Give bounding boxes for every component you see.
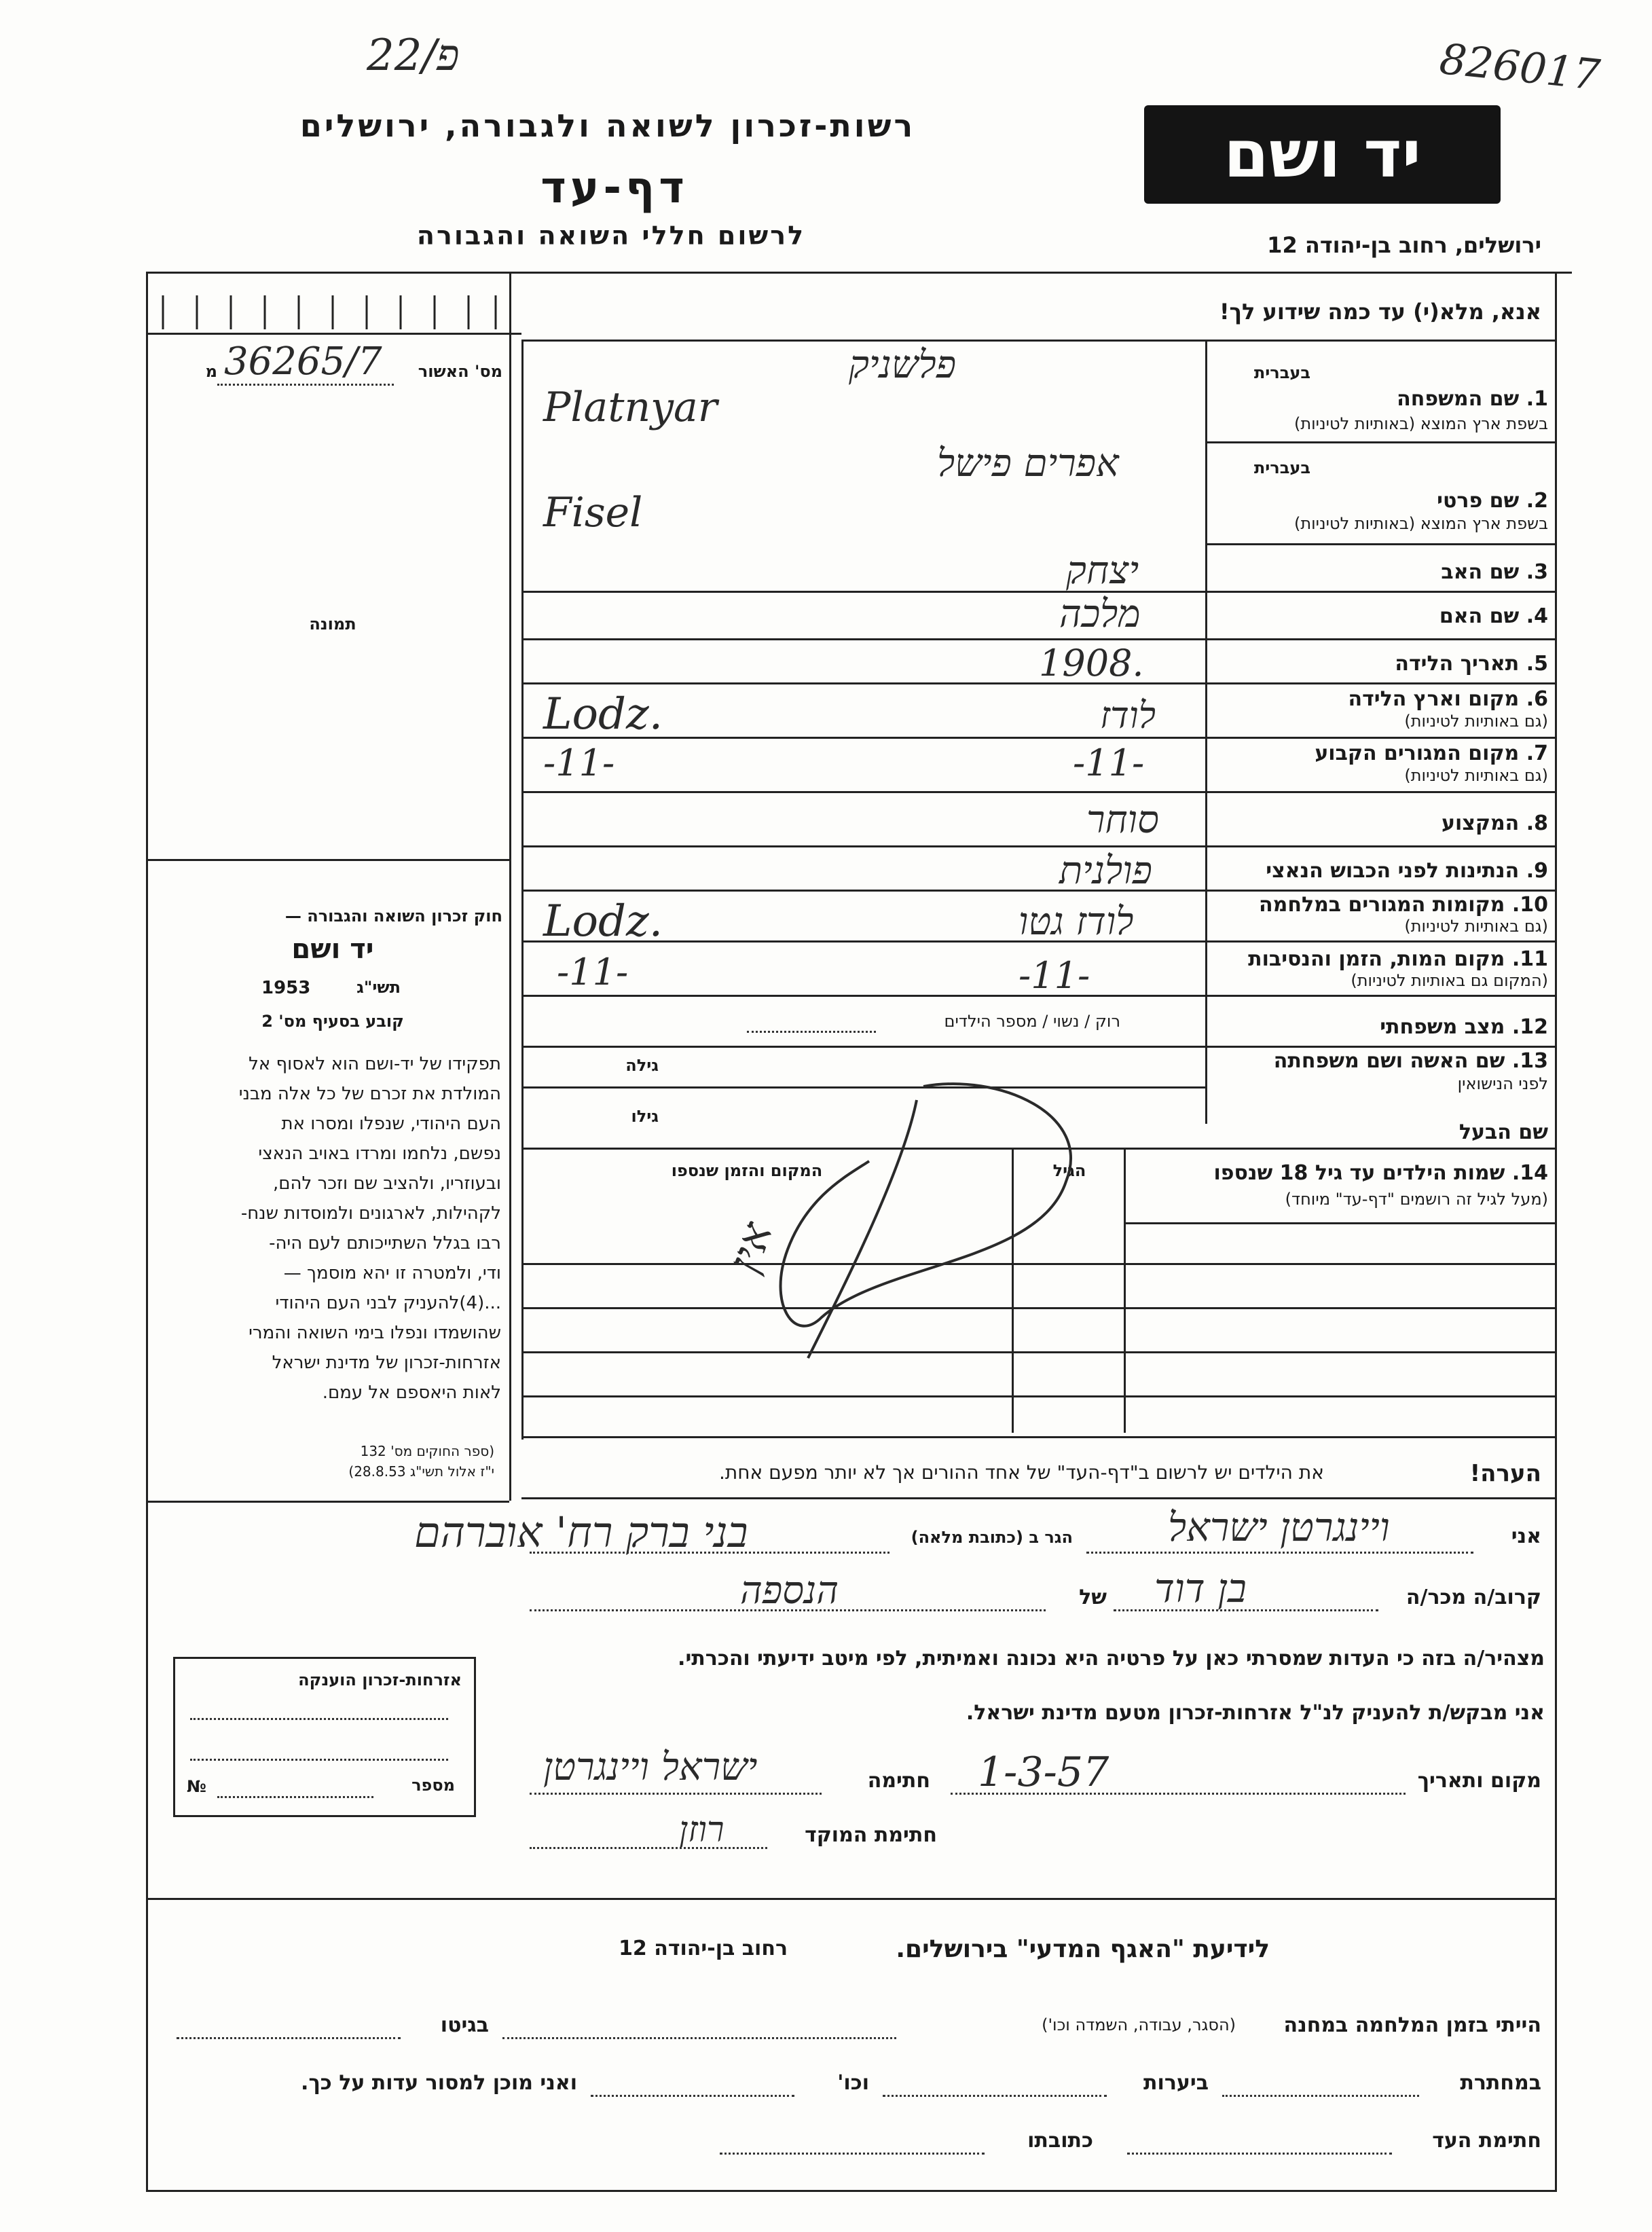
witness-relation: הנספה — [740, 1569, 839, 1613]
field-11-label: 11. מקום המות, הזמן והנסיבות — [1248, 947, 1548, 971]
children-age-header: הגיל — [1052, 1161, 1086, 1180]
certificate-number-symbol: № — [187, 1777, 206, 1796]
bottom-witness-signature-label: חתימת העד — [1432, 2129, 1541, 2153]
certificate-number-label: מספר — [411, 1776, 455, 1795]
form-title: דף-עד — [540, 163, 689, 213]
law-title: חוק זכרון השואה והגבורה — — [284, 907, 502, 926]
field-7-value-latin: -11- — [543, 742, 615, 784]
place-date-value: 1-3-57 — [978, 1749, 1109, 1796]
witness-name: ויינגרטן ישראל — [1168, 1504, 1390, 1550]
place-date-label: מקום ותאריך — [1417, 1769, 1541, 1793]
children-place-header: המקום והזמן שנספו — [671, 1161, 823, 1180]
bottom-etc-label: וכו' — [837, 2071, 869, 2095]
serial-number: 36265/7 — [224, 340, 382, 384]
field-6-value-hebrew: לודז — [1100, 694, 1156, 737]
field-13-age-label: גילה — [625, 1056, 659, 1075]
field-10-label: 10. מקומות המגורים במלחמה — [1259, 893, 1548, 917]
field-9-label: 9. הנתינות לפני הכבוש הנאצי — [1266, 859, 1548, 883]
bottom-forests-label: ביערות — [1143, 2071, 1209, 2095]
officer-signature-label: חתימת המוקד — [805, 1823, 937, 1847]
law-footnote-2: י"ז אלול תשי"ג 28.8.53) — [348, 1463, 494, 1480]
field-6-value-latin: Lodz. — [543, 689, 663, 739]
yad-vashem-logo: יד ושם — [1144, 105, 1501, 204]
law-year: 1953 — [261, 978, 311, 998]
field-11-hint: (המקום גם באותיות לטיניות) — [1351, 971, 1548, 990]
field-1-value-latin: Platnyar — [543, 384, 718, 431]
field-6-label: 6. מקום וארץ הלידה — [1348, 687, 1548, 711]
field-12-label: 12. מצב משפחתי — [1380, 1015, 1548, 1039]
field-11-value-hebrew: -11- — [1018, 954, 1090, 997]
authority-line: רשות-זכרון לשואה ולגבורה, ירושלים — [299, 107, 916, 144]
serial-symbol: מ — [205, 362, 217, 381]
witness-resides-label: הגר ב (כתובת מלאה) — [911, 1528, 1073, 1547]
field-2-value-hebrew: אפרים פישל — [937, 441, 1119, 486]
field-3-label: 3. שם האב — [1441, 560, 1548, 584]
field-5-value: 1908. — [1039, 642, 1144, 684]
field-5-label: 5. תאריך הלידה — [1395, 652, 1548, 676]
field-9-value: פולנית — [1059, 849, 1152, 893]
field-11-value-latin: -11- — [557, 951, 629, 993]
field-8-label: 8. המקצוע — [1441, 811, 1548, 835]
field-7-label: 7. מקום המגורים הקבוע — [1315, 742, 1548, 765]
children-hint: (מעל לגיל זה רושמים "דף-עד" מיוחד) — [1285, 1190, 1548, 1209]
children-none-note: אין — [718, 1215, 783, 1279]
note-label: הערה! — [1469, 1460, 1541, 1487]
bottom-witness-address-label: כתובתו — [1027, 2129, 1093, 2153]
signature-label: חתימה — [867, 1769, 930, 1793]
cross-out-scribble — [713, 1059, 1120, 1372]
law-body: תפקידו של יד-ושם הוא לאסוף אל המולדת את זכרם של כל אלה מבני העם היהודי, שנפלו ומסרו את נפשם, נלחמו ומרדו באויב הנאצי ובעוזריו, ולהציב שם וזכר להם, לקהילות, לארגונים ולמוסדות שנח- רבו בגלל השתייכותם לעם היה- ודי, ולמטרה זו יהא מוסמך — ...(4)להעניק לבני העם היהודי שהושמדו ונפלו בימי השואה והמרי אזרחות-זכרון של מדינת ישראל לאות היאספם אל עמם. — [238, 1054, 501, 1403]
field-6-hint: (גם באותיות לטיניות) — [1404, 712, 1548, 731]
handwritten-file-ref: 22/פ — [367, 31, 460, 81]
field-1-hint: בשפת ארץ המוצא (באותיות לטיניות) — [1294, 414, 1548, 433]
bottom-camp-types: (הסגר, עבודה, השמדה וכו') — [1042, 2015, 1236, 2034]
law-year-hebrew: תשי"ג — [356, 978, 401, 997]
header-address: ירושלים, רחוב בן-יהודה 12 — [1267, 232, 1541, 258]
bottom-camp-label: הייתי בזמן המלחמה במחנה — [1283, 2013, 1541, 2037]
tick-strip — [156, 289, 502, 336]
field-10-value-latin: Lodz. — [543, 896, 663, 947]
field-2-value-latin: Fisel — [543, 489, 643, 536]
witness-address: בני ברק רח' אוברהם — [414, 1507, 748, 1557]
bottom-underground-label: במחתרת — [1460, 2071, 1541, 2095]
field-12-options: רוק / נשוי / מספר הילדים — [944, 1012, 1120, 1031]
bottom-address: רחוב בן-יהודה 12 — [619, 1937, 788, 1960]
husband-age-label: גילו — [631, 1107, 659, 1126]
field-8-value: סוחר — [1086, 798, 1159, 842]
witness-signature: ישראל ויינגרטן — [543, 1745, 758, 1789]
field-1-value-hebrew: פלשניק — [849, 343, 957, 387]
witness-relative-label: קרוב/ה מכר/ה — [1406, 1586, 1541, 1609]
husband-name-label: שם הבעל — [1458, 1120, 1548, 1144]
field-1-label: 1. שם המשפחה — [1397, 387, 1548, 411]
field-2-hebrew-tag: בעברית — [1253, 458, 1310, 477]
serial-label: מס' האשור — [418, 362, 502, 381]
field-7-hint: (גם באותיות לטיניות) — [1404, 766, 1548, 785]
photo-label: תמונה — [309, 615, 356, 634]
bottom-willing-text: ואני מוכן למסור עדות על כך. — [301, 2071, 577, 2095]
witness-relation-note: בן דוד — [1154, 1565, 1247, 1611]
law-footnote-1: (ספר החוקים מס' 132 — [360, 1443, 494, 1459]
witness-request: אני מבקש/ת להעניק לנ"ל אזרחות-זכרון מטעם מדינת ישראל. — [966, 1701, 1545, 1725]
field-10-value-hebrew: לודז גטו — [1018, 900, 1134, 944]
field-4-label: 4. שם האם — [1439, 604, 1548, 628]
bottom-title: לידיעת "האגף המדעי" בירושלים. — [896, 1935, 1270, 1963]
intro-text: אנא, מלא(י) עד כמה שידוע לך! — [1219, 299, 1541, 325]
law-clause: קובע בסעיף מס' 2 — [261, 1012, 404, 1031]
certificate-title: אזרחות-זכרון הוענקה — [298, 1670, 462, 1689]
field-10-hint: (גם באותיות לטיניות) — [1404, 917, 1548, 936]
handwritten-archive-number: 826017 — [1437, 33, 1602, 100]
field-2-label: 2. שם פרטי — [1437, 489, 1548, 513]
witness-of-label: של — [1079, 1586, 1107, 1609]
field-3-value: יצחק — [1066, 549, 1139, 593]
field-2-hint: בשפת ארץ המוצא (באותיות לטיניות) — [1294, 514, 1548, 533]
field-7-value-hebrew: -11- — [1073, 742, 1145, 784]
form-subtitle: לרשום חללי השואה והגבורה — [416, 221, 806, 251]
note-text: את הילדים יש לרשום ב"דף-העד" של אחד ההורים אך לא יותר מפעם אחת. — [718, 1461, 1324, 1484]
officer-signature: רוזן — [679, 1810, 724, 1850]
witness-declaration: מצהיר/ה בזה כי העדות שמסרתי כאן על פרטיה היא נכונה ואמיתית, לפי מיטב ידיעתי והכרתי. — [678, 1647, 1545, 1670]
children-label: 14. שמות הילדים עד גיל 18 שנספו — [1213, 1161, 1548, 1185]
field-13-hint: לפני הנישואין — [1457, 1074, 1548, 1093]
field-4-value: מלכה — [1059, 592, 1141, 636]
field-13-label: 13. שם האשה ושם משפחתה — [1273, 1049, 1548, 1073]
law-logo: יד ושם — [291, 934, 374, 965]
witness-i-label: אני — [1511, 1524, 1541, 1548]
bottom-ghetto-label: בגיטו — [440, 2013, 489, 2037]
field-1-hebrew-tag: בעברית — [1253, 363, 1310, 382]
